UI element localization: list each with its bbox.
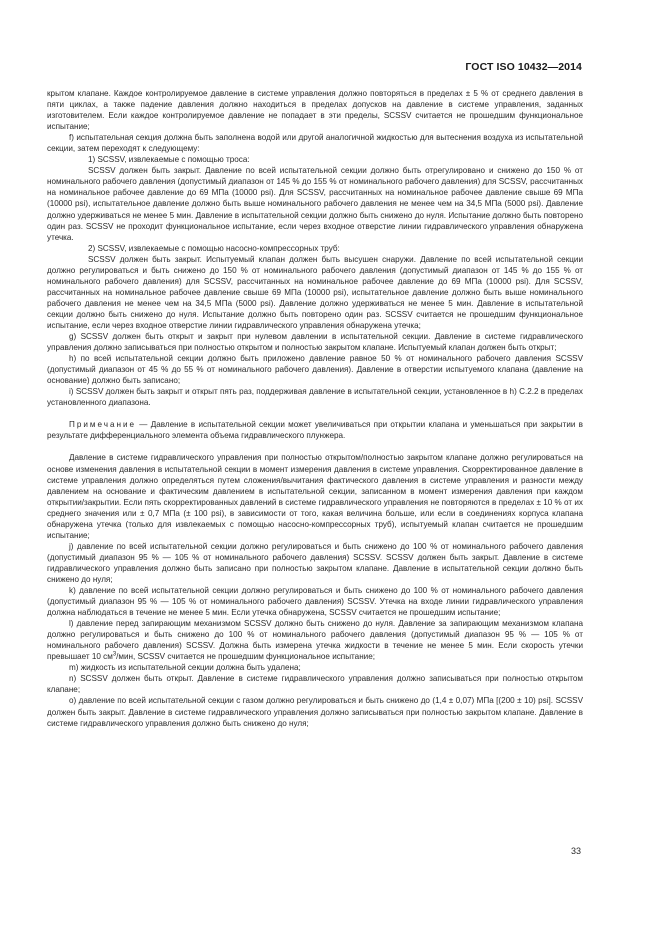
document-header: ГОСТ ISO 10432—2014 <box>465 61 582 73</box>
paragraph: n) SCSSV должен быть открыт. Давление в системе гидравлического управления должно записываться при полностью открытом клапане; <box>47 674 583 695</box>
paragraph: 2) SCSSV, извлекаемые с помощью насосно-компрессорных труб: <box>88 243 340 253</box>
paragraph: Давление в системе гидравлического управления при полностью открытом/полностью закрытом клапане должно регулироваться на основе изменения давления в испытательной секции в момент измерения давления в системе управления. Скорректированное давление в системе управления должно определяться путем сложения/вычитания фактического давления в системе управления и разности между давлением на основание и фактическим давлением в испытательной секции, записанном в момент измерения давления при каждом открытии/закрытии. Если пять скорректированных давлений в системе гидравлического управления не повторяются в пределах ± 10 % от их среднего значения или ± 0,7 МПа (± 100 psi), в зависимости от того, какая величина больше, или если в соединениях корпуса клапана обнаружена утечка (только для извлекаемых с помощью насосно-компрессорных труб), испытуемый клапан считается не прошедшим испытание; <box>47 453 583 540</box>
paragraph <box>47 618 583 662</box>
paragraph: g) SCSSV должен быть открыт и закрыт при нулевом давлении в испытательной секции. Давление в системе гидравлического управления должно записываться при полностью открытом и полностью закрытом клапане. Испытуемый клапан должен быть открыт; <box>47 332 583 353</box>
paragraph: h) по всей испытательной секции должно быть приложено давление равное 50 % от номинального рабочего давления SCSSV (допустимый диапазон от 45 % до 55 % от номинального рабочего давления). Давление в отверстии испытуемого клапана (давление на основание) должно быть записано; <box>47 354 583 386</box>
paragraph: k) давление по всей испытательной секции должно регулироваться и быть снижено до 100 % от номинального рабочего давления (допустимый диапазон 95 % — 105 % от номинального рабочего давления) SCSSV. Утечка на входе линии гидравлического управления должна наблюдаться в течение не менее 5 мин. Если утечка обнаружена, SCSSV считается не прошедшим испытание; <box>47 586 583 618</box>
paragraph: о) давление по всей испытательной секции с газом должно регулироваться и быть снижено до (1,4 ± 0,07) МПа [(200 ± 10) psi]. SCSSV должен быть закрыт. Давление в системе гидравлического управления должно записываться при полностью закрытом клапане. Давление в системе гидравлического управления должно быть снижено до нуля; <box>47 696 583 728</box>
paragraph-text: l) давление перед запирающим механизмом SCSSV должно быть снижено до нуля. Давление за запирающим механизмом клапана должно регулироваться и быть снижено до 100 % от номинального рабочего давления (допустимый диапазон 95 % — 105 % от номинального рабочего давления) SCSSV. Должна быть измерена утечка жидкости в течение не менее 5 мин. Если скорость утечки превышает 10 см <box>47 619 583 662</box>
paragraph: крытом клапане. Каждое контролируемое давление в системе управления должно повторяться в пределах ± 5 % от среднего давления в пяти циклах, а также падение давления должно находиться в пределах допусков на давление в системе управления, заданных изготовителем. Если каждое контролируемое давление не попадает в эти пределы, SCSSV считается не прошедшим функциональное испытание; <box>47 89 583 132</box>
page-number: 33 <box>570 846 581 856</box>
paragraph: SCSSV должен быть закрыт. Испытуемый клапан должен быть высушен снаружи. Давление по всей испытательной секции должно регулироваться и быть снижено до 150 % от номинального рабочего давления (допустимый диапазон от 145 % до 155 % от номинального рабочего давления) для SCSSV, рассчитанных на номинальное рабочее давление до 69 МПа (10000 psi). Для SCSSV, рассчитанных на номинальное рабочее давление свыше 69 МПа (10000 psi), испытательное давление должно быть выше номинального рабочего давления не менее чем на 34,5 МПа (5000 psi). Давление должно удерживаться не менее 5 мин. Давление в испытательной секции должно быть снижено до нуля. Испытание должно быть повторено один раз. SCSSV считается не прошедшим функциональное испытание, если через входное отверстие линии гидравлического управления обнаружена утечка; <box>47 254 583 330</box>
note-paragraph <box>47 419 583 441</box>
paragraph: f) испытательная секция должна быть заполнена водой или другой аналогичной жидкостью для вытеснения воздуха из испытательной секции, затем переходят к следующему: <box>47 133 583 154</box>
note-text: — Давление в испытательной секции может увеличиваться при открытии клапана и уменьшаться при закрытии в результате дифференциального элемента объема гидравлического плунжера. <box>47 420 583 441</box>
paragraph: SCSSV должен быть закрыт. Давление по всей испытательной секции должно быть отрегулировано и снижено до 150 % от номинального рабочего давления (допустимый диапазон от 145 % до 155 % от номинального рабочего давления) для SCSSV, рассчитанных на номинальное рабочее давление до 69 МПа (10000 psi). Для SCSSV, рассчитанных на номинальное рабочее давление свыше 69 МПа (10000 psi), испытательное давление должно быть выше номинального рабочего давления не менее чем на 34,5 МПа (5000 psi). Давление должно удерживаться не менее 5 мин. Давление в испытательной секции должно быть снижено до нуля. Испытание должно быть повторено один раз. SCSSV не проходит функциональное испытание, если через входное отверстие линии гидравлического управления обнаружена утечка. <box>47 166 583 242</box>
paragraph: m) жидкость из испытательной секции должна быть удалена; <box>69 663 301 673</box>
paragraph: 1) SCSSV, извлекаемые с помощью троса: <box>88 155 250 165</box>
document-body <box>47 88 583 729</box>
note-label: Примечание <box>69 420 137 430</box>
superscript: 3 <box>112 651 117 658</box>
paragraph: i) SCSSV должен быть закрыт и открыт пять раз, поддерживая давление в испытательной секции, установленное в h) С.2.2 в пределах установленного диапазона. <box>47 387 583 408</box>
paragraph-text: /мин, SCSSV считается не прошедшим функциональное испытание; <box>116 652 375 662</box>
paragraph: j) давление по всей испытательной секции должно регулироваться и быть снижено до 100 % от номинального рабочего давления (допустимый диапазон 95 % — 105 % от номинального рабочего давления) SCSSV. SCSSV должен быть закрыт. Давление в системе гидравлического управления должно быть записано при полностью закрытом клапане. Давление в испытательной секции должно быть снижено до нуля; <box>47 541 583 584</box>
